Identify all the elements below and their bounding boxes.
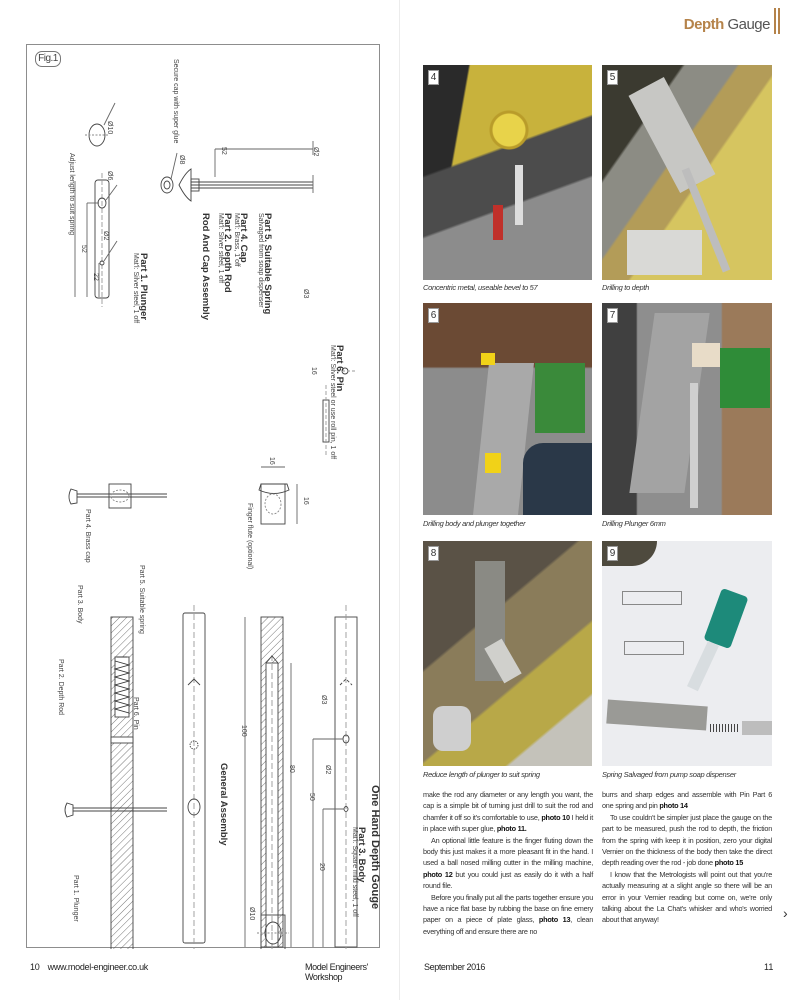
paragraph: I know that the Metrologists will point out that you're actually measuring at a slight angle so there will be an error in your Vernier reading but come on, we're only talking about the La Chat's whisker and who's worried about that anyway! <box>602 869 772 925</box>
part1-material: Mat'l: Silver steel, 1 off <box>132 253 139 324</box>
callout-depth-rod: Part 2. Depth Rod <box>57 659 64 716</box>
section-header <box>684 16 770 33</box>
photo-number: 8 <box>428 546 439 561</box>
callout-body: Part 3. Body <box>76 585 83 624</box>
paragraph: To use couldn't be simpler just place the gauge on the part to be measured, push the rod to depth, the friction from the spring with keep it in position, zero your digital Vernier on the thickness of the body then take the direct depth reading over the rod - job done photo 15 <box>602 812 772 868</box>
part1-title: Part 1. Plunger <box>138 253 149 321</box>
continued-arrow-icon: › <box>783 905 788 921</box>
sketch-line <box>622 591 682 605</box>
photo-number: 4 <box>428 70 439 85</box>
part4-material: Mat'l: Brass, 1 off <box>233 213 240 267</box>
photo-6 <box>423 303 592 515</box>
right-page <box>400 0 800 1000</box>
dim-plunger-dia-2: Ø2 <box>102 231 109 241</box>
plunger-note: Adjust length to suit spring <box>68 153 75 236</box>
photo-number: 7 <box>607 308 618 323</box>
dim-plunger-length: 52 <box>80 245 87 253</box>
photo-7 <box>602 303 772 515</box>
dim-cap-dia: Ø8 <box>178 155 185 165</box>
clamp <box>523 443 592 515</box>
section-header-bar <box>774 8 776 34</box>
workpiece <box>629 77 716 193</box>
paragraph: burrs and sharp edges and assemble with Pin Part 6 one spring and pin photo 14 <box>602 790 772 811</box>
clamp-pad <box>485 453 501 473</box>
photo-9 <box>602 541 772 766</box>
bracket <box>692 343 720 367</box>
dim-rod-dia: Ø2 <box>312 147 319 157</box>
dim-plunger-dia-6: Ø6 <box>106 171 113 181</box>
dim-flute-height: 16 <box>302 497 309 505</box>
body-text-column-2 <box>602 789 772 926</box>
photo-caption: Concentric metal, useable bevel to 57 <box>423 283 538 292</box>
callout-pin: Part 6. Pin <box>132 697 139 730</box>
cap-note: Secure cap with super glue <box>172 59 179 144</box>
section-header-accent: Depth <box>683 16 724 33</box>
dim-body-length: 100 <box>240 725 247 737</box>
finger-flute-note: Finger flute (optional) <box>246 503 253 570</box>
photo-8 <box>423 541 592 766</box>
plunger-piece <box>742 721 772 735</box>
paragraph: make the rod any diameter or any length you want, the cap is a simple bit of turning just drill to suit the rod and chamfer it off so it's comfortable to use, photo 10 I held it in place with super glue, photo 11. <box>423 790 594 834</box>
photo-caption: Drilling to depth <box>602 283 650 292</box>
dim-plunger-pin-pos: 22 <box>92 273 99 281</box>
dim-plunger-dia-10: Ø10 <box>106 121 113 135</box>
part5-title: Part 5. Suitable Spring <box>262 213 273 315</box>
indicator-stem <box>515 165 523 225</box>
part6-title: Part 6. Pin <box>334 345 345 392</box>
issue-date: September 2016 <box>424 962 485 972</box>
part6-material: Mat'l: Silver steel or use roll pin, 1 off <box>329 345 336 460</box>
photo-4 <box>423 65 592 280</box>
pump-tube <box>687 641 719 691</box>
rod-cap-assembly-title: Rod And Cap Assembly <box>200 213 211 320</box>
green-bin <box>720 348 770 408</box>
callout-spring: Part 5. Suitable spring <box>138 565 145 634</box>
section-header-bar-2 <box>778 8 780 34</box>
technical-drawing-figure <box>26 44 380 948</box>
paragraph: An optional little feature is the finger fluting down the body this just makes it a more pleasant fit in the hand. I used a ball nosed milling cutter in the milling machine, photo 12 but you could just as easily do it with a half round file. <box>423 835 594 891</box>
dim-hole-dia-2: Ø2 <box>324 765 331 775</box>
left-footer <box>30 962 148 972</box>
technical-drawing <box>27 45 381 949</box>
part4-title: Part 4. Cap <box>238 213 249 263</box>
dim-hole-dia-3: Ø3 <box>320 695 327 705</box>
part3-material: Mat'l: Square mild steel, 1 off <box>351 827 358 917</box>
website-link[interactable]: www.model-engineer.co.uk <box>47 962 148 972</box>
general-assembly-title: General Assembly <box>218 763 229 846</box>
part3-title: Part 3. Body <box>356 827 367 883</box>
stock <box>433 706 471 751</box>
dim-flute-width: 16 <box>268 457 275 465</box>
right-page-number: 11 <box>764 962 774 972</box>
vise-jaw <box>627 230 702 275</box>
dim-pin-dia: Ø3 <box>302 289 309 299</box>
sketch-line <box>624 641 684 655</box>
callout-plunger: Part 1. Plunger <box>72 875 79 922</box>
pump-head <box>703 588 748 649</box>
body-bar <box>606 700 707 731</box>
photo-number: 9 <box>607 546 618 561</box>
plunger-rod <box>690 383 698 508</box>
dim-bore-dia: Ø10 <box>248 907 255 921</box>
green-bin <box>535 363 585 433</box>
dim-hole1-pos: 20 <box>318 863 325 871</box>
part2-title: Part 2. Depth Rod <box>222 213 233 293</box>
photo-number: 5 <box>607 70 618 85</box>
photo-caption: Drilling body and plunger together <box>423 519 526 528</box>
clamp-pad-top <box>481 353 495 365</box>
dim-bore-depth: 80 <box>288 765 295 773</box>
dim-rod-length: 52 <box>220 147 227 155</box>
photo-5 <box>602 65 772 280</box>
body-text-column-1 <box>423 789 593 937</box>
figure-label: Fig.1 <box>35 51 61 67</box>
indicator-base <box>493 205 503 240</box>
spring <box>710 724 738 732</box>
photo-number: 6 <box>428 308 439 323</box>
part5-material: Salvaged from soap dispenser <box>257 213 264 308</box>
left-page-number: 10 <box>30 962 40 972</box>
callout-brass-cap: Part 4. Brass cap <box>84 509 91 563</box>
photo-caption: Reduce length of plunger to suit spring <box>423 770 540 779</box>
drawing-title: One Hand Depth Gouge <box>369 785 381 910</box>
paragraph: Before you finally put all the parts together ensure you have a nice flat base by rubbing the base on fine emery paper on a piece of plate glass, photo 13, clean everything off and ensure there are no <box>423 892 594 936</box>
part2-material: Mat'l: Silver steel, 1 off <box>217 213 224 284</box>
section-header-rest: Gauge <box>723 16 770 33</box>
photo-caption: Drilling Plunger 6mm <box>602 519 666 528</box>
dim-hole2-pos: 50 <box>308 793 315 801</box>
magazine-name: Model Engineers' Workshop <box>305 962 368 982</box>
photo-caption: Spring Salvaged from pump soap dispenser <box>602 770 736 779</box>
dim-pin-length: 16 <box>310 367 317 375</box>
